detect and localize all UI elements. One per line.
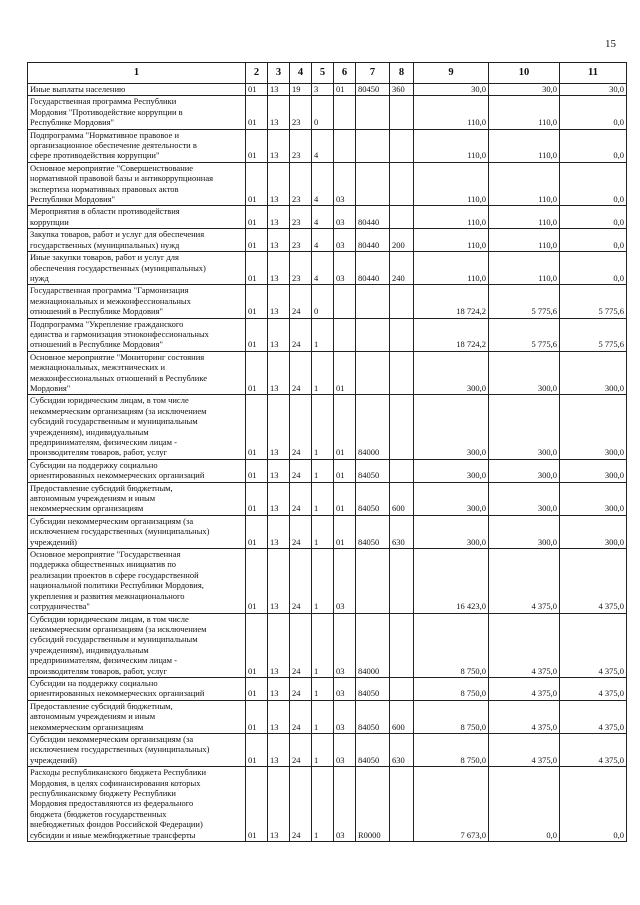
code-program: 24 bbox=[290, 549, 312, 613]
code-direction bbox=[356, 549, 390, 613]
amount-col-11: 5 775,6 bbox=[560, 285, 627, 318]
column-header: 8 bbox=[390, 63, 414, 84]
amount-col-9: 110,0 bbox=[414, 96, 489, 129]
code-subprogram: 1 bbox=[312, 351, 334, 395]
row-description: Закупка товаров, работ и услуг для обеспечения государственных (муниципальных) нужд bbox=[28, 229, 246, 252]
amount-col-11: 4 375,0 bbox=[560, 677, 627, 700]
amount-col-10: 4 375,0 bbox=[489, 549, 560, 613]
amount-col-9: 110,0 bbox=[414, 252, 489, 285]
code-direction: 84000 bbox=[356, 395, 390, 459]
code-subprogram: 4 bbox=[312, 129, 334, 162]
code-section: 01 bbox=[246, 206, 268, 229]
row-description: Субсидии некоммерческим организациям (за исключением государственных (муниципальных) учреждений) bbox=[28, 515, 246, 548]
amount-col-9: 30,0 bbox=[414, 84, 489, 96]
code-section: 01 bbox=[246, 129, 268, 162]
amount-col-9: 300,0 bbox=[414, 482, 489, 515]
table-row bbox=[28, 767, 627, 842]
code-subprogram: 0 bbox=[312, 285, 334, 318]
table-row bbox=[28, 162, 627, 206]
code-direction: 80440 bbox=[356, 252, 390, 285]
code-program: 23 bbox=[290, 252, 312, 285]
code-section: 01 bbox=[246, 700, 268, 733]
amount-col-9: 18 724,2 bbox=[414, 318, 489, 351]
code-program: 23 bbox=[290, 206, 312, 229]
code-section: 01 bbox=[246, 733, 268, 766]
code-direction bbox=[356, 162, 390, 206]
code-activity: 03 bbox=[334, 162, 356, 206]
amount-col-11: 4 375,0 bbox=[560, 733, 627, 766]
code-subsection: 13 bbox=[268, 459, 290, 482]
table-row bbox=[28, 351, 627, 395]
page-number: 15 bbox=[605, 38, 616, 50]
code-subsection: 13 bbox=[268, 395, 290, 459]
code-subprogram: 4 bbox=[312, 252, 334, 285]
code-expense-type bbox=[390, 206, 414, 229]
amount-col-11: 0,0 bbox=[560, 96, 627, 129]
code-subprogram: 4 bbox=[312, 206, 334, 229]
code-subsection: 13 bbox=[268, 129, 290, 162]
amount-col-9: 16 423,0 bbox=[414, 549, 489, 613]
code-section: 01 bbox=[246, 285, 268, 318]
code-expense-type bbox=[390, 96, 414, 129]
code-activity: 03 bbox=[334, 613, 356, 677]
amount-col-11: 300,0 bbox=[560, 351, 627, 395]
amount-col-9: 8 750,0 bbox=[414, 677, 489, 700]
code-expense-type: 600 bbox=[390, 700, 414, 733]
code-section: 01 bbox=[246, 613, 268, 677]
code-program: 24 bbox=[290, 285, 312, 318]
column-header: 5 bbox=[312, 63, 334, 84]
row-description: Иные выплаты населению bbox=[28, 84, 246, 96]
table-row bbox=[28, 285, 627, 318]
code-section: 01 bbox=[246, 252, 268, 285]
code-subsection: 13 bbox=[268, 767, 290, 842]
code-activity: 01 bbox=[334, 482, 356, 515]
code-program: 23 bbox=[290, 129, 312, 162]
code-activity bbox=[334, 285, 356, 318]
table-row bbox=[28, 252, 627, 285]
code-section: 01 bbox=[246, 677, 268, 700]
amount-col-10: 300,0 bbox=[489, 459, 560, 482]
code-section: 01 bbox=[246, 395, 268, 459]
code-program: 19 bbox=[290, 84, 312, 96]
code-expense-type bbox=[390, 162, 414, 206]
code-subprogram: 1 bbox=[312, 767, 334, 842]
column-header: 4 bbox=[290, 63, 312, 84]
amount-col-10: 110,0 bbox=[489, 229, 560, 252]
amount-col-9: 110,0 bbox=[414, 206, 489, 229]
code-expense-type bbox=[390, 285, 414, 318]
amount-col-11: 5 775,6 bbox=[560, 318, 627, 351]
code-expense-type: 600 bbox=[390, 482, 414, 515]
code-direction bbox=[356, 351, 390, 395]
code-subsection: 13 bbox=[268, 351, 290, 395]
amount-col-10: 0,0 bbox=[489, 767, 560, 842]
amount-col-11: 300,0 bbox=[560, 459, 627, 482]
table-row bbox=[28, 459, 627, 482]
amount-col-10: 4 375,0 bbox=[489, 613, 560, 677]
code-subsection: 13 bbox=[268, 252, 290, 285]
code-direction: 84050 bbox=[356, 677, 390, 700]
code-activity bbox=[334, 129, 356, 162]
amount-col-10: 5 775,6 bbox=[489, 318, 560, 351]
code-expense-type bbox=[390, 677, 414, 700]
code-section: 01 bbox=[246, 351, 268, 395]
amount-col-10: 110,0 bbox=[489, 96, 560, 129]
amount-col-11: 0,0 bbox=[560, 162, 627, 206]
column-header: 10 bbox=[489, 63, 560, 84]
amount-col-11: 0,0 bbox=[560, 767, 627, 842]
column-header: 7 bbox=[356, 63, 390, 84]
code-activity: 01 bbox=[334, 459, 356, 482]
code-subprogram: 3 bbox=[312, 84, 334, 96]
amount-col-11: 300,0 bbox=[560, 482, 627, 515]
amount-col-9: 300,0 bbox=[414, 351, 489, 395]
amount-col-10: 4 375,0 bbox=[489, 733, 560, 766]
row-description: Иные закупки товаров, работ и услуг для обеспечения государственных (муниципальных) нужд bbox=[28, 252, 246, 285]
row-description: Основное мероприятие "Совершенствование нормативной правовой базы и антикоррупционная экспертиза нормативных правовых актов Республики Мордовия" bbox=[28, 162, 246, 206]
code-direction: 84000 bbox=[356, 613, 390, 677]
amount-col-9: 18 724,2 bbox=[414, 285, 489, 318]
code-subsection: 13 bbox=[268, 285, 290, 318]
row-description: Субсидии некоммерческим организациям (за исключением государственных (муниципальных) учреждений) bbox=[28, 733, 246, 766]
code-subsection: 13 bbox=[268, 162, 290, 206]
amount-col-9: 8 750,0 bbox=[414, 700, 489, 733]
code-program: 23 bbox=[290, 229, 312, 252]
code-section: 01 bbox=[246, 482, 268, 515]
code-activity bbox=[334, 318, 356, 351]
code-section: 01 bbox=[246, 549, 268, 613]
code-section: 01 bbox=[246, 229, 268, 252]
code-expense-type bbox=[390, 129, 414, 162]
code-activity: 03 bbox=[334, 733, 356, 766]
amount-col-9: 8 750,0 bbox=[414, 613, 489, 677]
amount-col-11: 300,0 bbox=[560, 395, 627, 459]
table-row bbox=[28, 482, 627, 515]
code-activity: 03 bbox=[334, 767, 356, 842]
column-header: 11 bbox=[560, 63, 627, 84]
code-direction: 80440 bbox=[356, 206, 390, 229]
amount-col-11: 4 375,0 bbox=[560, 549, 627, 613]
code-expense-type bbox=[390, 549, 414, 613]
code-activity: 01 bbox=[334, 84, 356, 96]
table-row bbox=[28, 733, 627, 766]
code-subprogram: 1 bbox=[312, 318, 334, 351]
code-expense-type bbox=[390, 767, 414, 842]
code-direction: 80450 bbox=[356, 84, 390, 96]
row-description: Государственная программа "Гармонизация межнациональных и межконфессиональных отношений в Республике Мордовия" bbox=[28, 285, 246, 318]
table-row bbox=[28, 318, 627, 351]
code-program: 24 bbox=[290, 482, 312, 515]
amount-col-10: 110,0 bbox=[489, 162, 560, 206]
column-header: 3 bbox=[268, 63, 290, 84]
table-row bbox=[28, 229, 627, 252]
code-subprogram: 0 bbox=[312, 96, 334, 129]
amount-col-10: 5 775,6 bbox=[489, 285, 560, 318]
code-program: 24 bbox=[290, 459, 312, 482]
code-expense-type: 200 bbox=[390, 229, 414, 252]
code-program: 24 bbox=[290, 700, 312, 733]
code-section: 01 bbox=[246, 84, 268, 96]
code-program: 24 bbox=[290, 515, 312, 548]
amount-col-9: 300,0 bbox=[414, 515, 489, 548]
code-expense-type: 630 bbox=[390, 733, 414, 766]
table-row bbox=[28, 206, 627, 229]
row-description: Предоставление субсидий бюджетным, автономным учреждениям и иным некоммерческим организациям bbox=[28, 700, 246, 733]
amount-col-9: 7 673,0 bbox=[414, 767, 489, 842]
code-subprogram: 1 bbox=[312, 482, 334, 515]
code-expense-type: 360 bbox=[390, 84, 414, 96]
code-expense-type bbox=[390, 613, 414, 677]
code-subprogram: 1 bbox=[312, 459, 334, 482]
code-direction: 84050 bbox=[356, 733, 390, 766]
code-section: 01 bbox=[246, 162, 268, 206]
table-row bbox=[28, 129, 627, 162]
row-description: Подпрограмма "Нормативное правовое и организационное обеспечение деятельности в сфере противодействия коррупции" bbox=[28, 129, 246, 162]
amount-col-11: 4 375,0 bbox=[560, 613, 627, 677]
code-activity: 03 bbox=[334, 700, 356, 733]
code-direction: 84050 bbox=[356, 700, 390, 733]
code-program: 23 bbox=[290, 162, 312, 206]
code-subprogram: 1 bbox=[312, 613, 334, 677]
code-program: 24 bbox=[290, 613, 312, 677]
code-section: 01 bbox=[246, 96, 268, 129]
code-activity: 01 bbox=[334, 395, 356, 459]
code-direction: 80440 bbox=[356, 229, 390, 252]
code-expense-type bbox=[390, 351, 414, 395]
code-subsection: 13 bbox=[268, 613, 290, 677]
code-program: 24 bbox=[290, 733, 312, 766]
code-subprogram: 1 bbox=[312, 700, 334, 733]
code-activity: 01 bbox=[334, 515, 356, 548]
table-row bbox=[28, 677, 627, 700]
code-program: 24 bbox=[290, 677, 312, 700]
code-direction bbox=[356, 285, 390, 318]
row-description: Субсидии юридическим лицам, в том числе некоммерческим организациям (за исключением субсидий государственным и муниципальным учреждениям), индивидуальным предпринимателям, физическим лицам - производителям товаров, работ, услуг bbox=[28, 613, 246, 677]
amount-col-9: 110,0 bbox=[414, 229, 489, 252]
amount-col-10: 300,0 bbox=[489, 515, 560, 548]
code-subprogram: 4 bbox=[312, 162, 334, 206]
code-direction: 84050 bbox=[356, 482, 390, 515]
amount-col-10: 110,0 bbox=[489, 252, 560, 285]
table-row bbox=[28, 515, 627, 548]
table-body bbox=[28, 84, 627, 842]
code-activity bbox=[334, 96, 356, 129]
amount-col-9: 8 750,0 bbox=[414, 733, 489, 766]
code-subsection: 13 bbox=[268, 700, 290, 733]
column-header: 1 bbox=[28, 63, 246, 84]
amount-col-11: 0,0 bbox=[560, 206, 627, 229]
row-description: Основное мероприятие "Мониторинг состояния межнациональных, межэтнических и межконфессиональных отношений в Республике Мордовия" bbox=[28, 351, 246, 395]
column-header: 9 bbox=[414, 63, 489, 84]
code-subprogram: 1 bbox=[312, 677, 334, 700]
row-description: Основное мероприятие "Государственная поддержка общественных инициатив по реализации проектов в сфере государственной национальной политики Республики Мордовия, укрепления и развития межнационального сотрудничества" bbox=[28, 549, 246, 613]
code-direction: 84050 bbox=[356, 459, 390, 482]
table-row bbox=[28, 84, 627, 96]
table-header-row bbox=[28, 63, 627, 84]
code-expense-type bbox=[390, 459, 414, 482]
row-description: Мероприятия в области противодействия коррупции bbox=[28, 206, 246, 229]
code-subsection: 13 bbox=[268, 733, 290, 766]
code-activity: 03 bbox=[334, 549, 356, 613]
code-subsection: 13 bbox=[268, 677, 290, 700]
code-direction bbox=[356, 96, 390, 129]
amount-col-10: 30,0 bbox=[489, 84, 560, 96]
code-activity: 03 bbox=[334, 677, 356, 700]
row-description: Подпрограмма "Укрепление гражданского единства и гармонизация этноконфессиональных отношений в Республике Мордовия" bbox=[28, 318, 246, 351]
amount-col-11: 0,0 bbox=[560, 252, 627, 285]
amount-col-10: 4 375,0 bbox=[489, 677, 560, 700]
code-activity: 01 bbox=[334, 351, 356, 395]
column-header: 6 bbox=[334, 63, 356, 84]
column-header: 2 bbox=[246, 63, 268, 84]
amount-col-10: 110,0 bbox=[489, 206, 560, 229]
table-row bbox=[28, 549, 627, 613]
code-subsection: 13 bbox=[268, 515, 290, 548]
amount-col-10: 300,0 bbox=[489, 351, 560, 395]
code-subsection: 13 bbox=[268, 549, 290, 613]
code-program: 24 bbox=[290, 395, 312, 459]
budget-table bbox=[27, 62, 627, 842]
code-subprogram: 1 bbox=[312, 733, 334, 766]
row-description: Субсидии юридическим лицам, в том числе некоммерческим организациям (за исключением субсидий государственным и муниципальным учреждениям), индивидуальным предпринимателям, физическим лицам - производителям товаров, работ, услуг bbox=[28, 395, 246, 459]
amount-col-11: 4 375,0 bbox=[560, 700, 627, 733]
code-program: 24 bbox=[290, 351, 312, 395]
code-direction bbox=[356, 318, 390, 351]
row-description: Субсидии на поддержку социально ориентированных некоммерческих организаций bbox=[28, 677, 246, 700]
code-subsection: 13 bbox=[268, 96, 290, 129]
amount-col-10: 300,0 bbox=[489, 395, 560, 459]
code-subprogram: 1 bbox=[312, 515, 334, 548]
code-activity: 03 bbox=[334, 229, 356, 252]
code-expense-type: 630 bbox=[390, 515, 414, 548]
amount-col-9: 300,0 bbox=[414, 459, 489, 482]
code-direction: 84050 bbox=[356, 515, 390, 548]
amount-col-9: 300,0 bbox=[414, 395, 489, 459]
amount-col-10: 4 375,0 bbox=[489, 700, 560, 733]
row-description: Государственная программа Республики Мордовия "Противодействие коррупции в Республике Мордовия" bbox=[28, 96, 246, 129]
table-row bbox=[28, 96, 627, 129]
code-expense-type: 240 bbox=[390, 252, 414, 285]
code-subsection: 13 bbox=[268, 206, 290, 229]
table-row bbox=[28, 700, 627, 733]
amount-col-11: 300,0 bbox=[560, 515, 627, 548]
code-program: 24 bbox=[290, 767, 312, 842]
code-subprogram: 1 bbox=[312, 395, 334, 459]
code-subsection: 13 bbox=[268, 229, 290, 252]
code-subsection: 13 bbox=[268, 318, 290, 351]
amount-col-10: 300,0 bbox=[489, 482, 560, 515]
amount-col-9: 110,0 bbox=[414, 129, 489, 162]
code-program: 24 bbox=[290, 318, 312, 351]
code-subprogram: 1 bbox=[312, 549, 334, 613]
code-subsection: 13 bbox=[268, 482, 290, 515]
code-subprogram: 4 bbox=[312, 229, 334, 252]
code-section: 01 bbox=[246, 318, 268, 351]
row-description: Субсидии на поддержку социально ориентированных некоммерческих организаций bbox=[28, 459, 246, 482]
code-subsection: 13 bbox=[268, 84, 290, 96]
code-expense-type bbox=[390, 318, 414, 351]
amount-col-11: 0,0 bbox=[560, 129, 627, 162]
code-direction: R0000 bbox=[356, 767, 390, 842]
amount-col-10: 110,0 bbox=[489, 129, 560, 162]
row-description: Предоставление субсидий бюджетным, автономным учреждениям и иным некоммерческим организациям bbox=[28, 482, 246, 515]
code-section: 01 bbox=[246, 767, 268, 842]
code-program: 23 bbox=[290, 96, 312, 129]
code-expense-type bbox=[390, 395, 414, 459]
code-section: 01 bbox=[246, 515, 268, 548]
code-activity: 03 bbox=[334, 206, 356, 229]
row-description: Расходы республиканского бюджета Республики Мордовия, в целях софинансирования которых республиканскому бюджету Республики Мордовия предоставляются из федерального бюджета (бюджетов государственных внебюджетных фондов Российской Федерации) субсидии и иные межбюджетные трансферты bbox=[28, 767, 246, 842]
code-activity: 03 bbox=[334, 252, 356, 285]
amount-col-11: 30,0 bbox=[560, 84, 627, 96]
code-section: 01 bbox=[246, 459, 268, 482]
code-direction bbox=[356, 129, 390, 162]
amount-col-9: 110,0 bbox=[414, 162, 489, 206]
amount-col-11: 0,0 bbox=[560, 229, 627, 252]
table-row bbox=[28, 395, 627, 459]
table-row bbox=[28, 613, 627, 677]
